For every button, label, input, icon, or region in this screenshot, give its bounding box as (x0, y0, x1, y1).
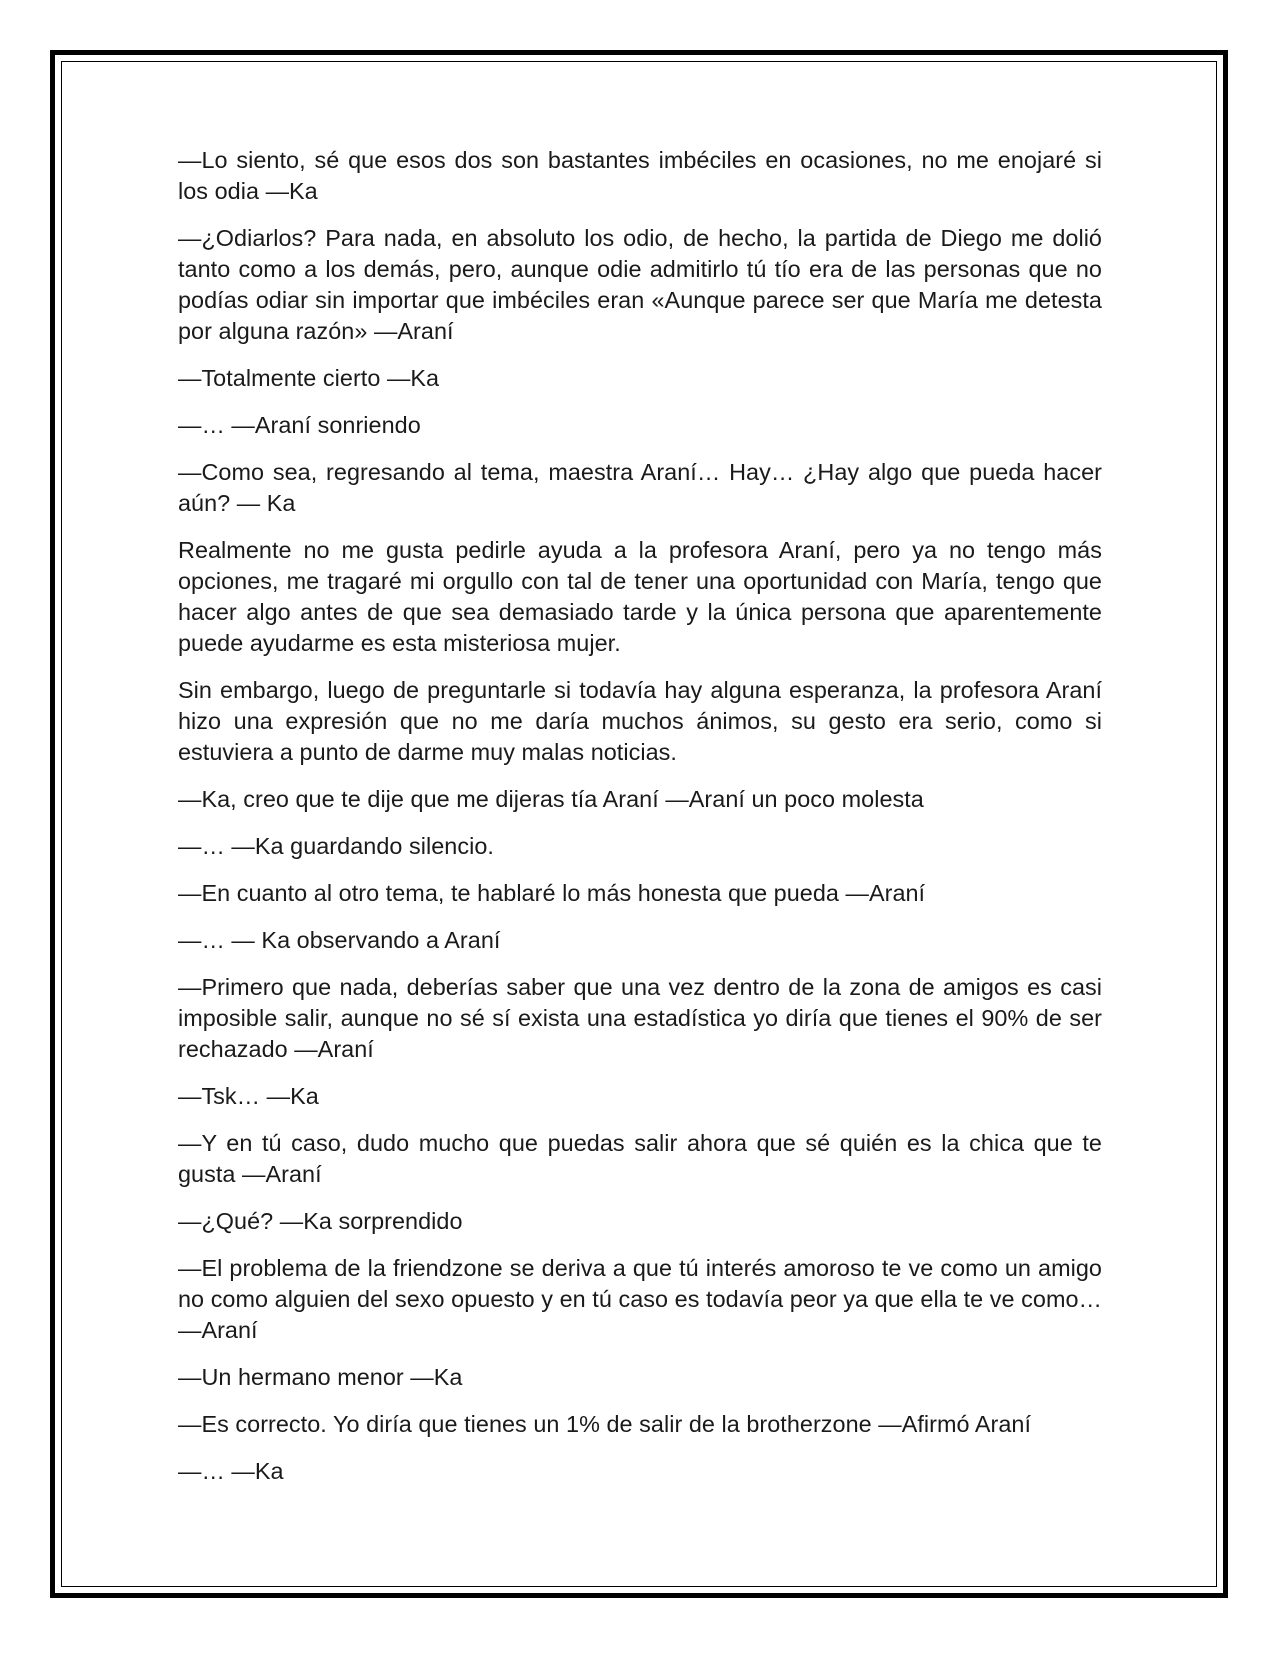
paragraph: —En cuanto al otro tema, te hablaré lo más honesta que pueda —Araní (178, 880, 926, 906)
paragraph: —… —Araní sonriendo (178, 412, 421, 438)
paragraph: —… —Ka guardando silencio. (178, 833, 494, 859)
document-body (178, 145, 1102, 1503)
paragraph: —Un hermano menor —Ka (178, 1364, 463, 1390)
paragraph: Realmente no me gusta pedirle ayuda a la profesora Araní, pero ya no tengo más opciones, me tragaré mi orgullo con tal de tener una oportunidad con María, tengo que hacer algo antes de que sea demasiado tarde y la única persona que aparentemente puede ayudarme es esta misteriosa mujer. (178, 537, 1102, 656)
paragraph: —¿Odiarlos? Para nada, en absoluto los odio, de hecho, la partida de Diego me dolió tanto como a los demás, pero, aunque odie admitirlo tú tío era de las personas que no podías odiar sin importar que imbéciles eran «Aunque parece ser que María me detesta por alguna razón» —Araní (178, 225, 1102, 344)
paragraph: —Primero que nada, deberías saber que una vez dentro de la zona de amigos es casi imposible salir, aunque no sé sí exista una estadística yo diría que tienes el 90% de ser rechazado —Araní (178, 974, 1102, 1062)
paragraph: —¿Qué? —Ka sorprendido (178, 1208, 463, 1234)
paragraph: —Tsk… —Ka (178, 1083, 319, 1109)
paragraph: —Es correcto. Yo diría que tienes un 1% de salir de la brotherzone —Afirmó Araní (178, 1411, 1032, 1437)
paragraph: —… —Ka (178, 1458, 284, 1484)
paragraph: —El problema de la friendzone se deriva a que tú interés amoroso te ve como un amigo no como alguien del sexo opuesto y en tú caso es todavía peor ya que ella te ve como… —Araní (178, 1255, 1102, 1343)
paragraph: —Lo siento, sé que esos dos son bastantes imbéciles en ocasiones, no me enojaré si los odia —Ka (178, 147, 1102, 204)
paragraph: Sin embargo, luego de preguntarle si todavía hay alguna esperanza, la profesora Araní hizo una expresión que no me daría muchos ánimos, su gesto era serio, como si estuviera a punto de darme muy malas noticias. (178, 677, 1102, 765)
paragraph: —Totalmente cierto —Ka (178, 365, 440, 391)
paragraph: —Ka, creo que te dije que me dijeras tía Araní —Araní un poco molesta (178, 786, 924, 812)
paragraph: —Como sea, regresando al tema, maestra Araní… Hay… ¿Hay algo que pueda hacer aún? — Ka (178, 459, 1102, 516)
paragraph: —… — Ka observando a Araní (178, 927, 501, 953)
paragraph: —Y en tú caso, dudo mucho que puedas salir ahora que sé quién es la chica que te gusta —Araní (178, 1130, 1102, 1187)
